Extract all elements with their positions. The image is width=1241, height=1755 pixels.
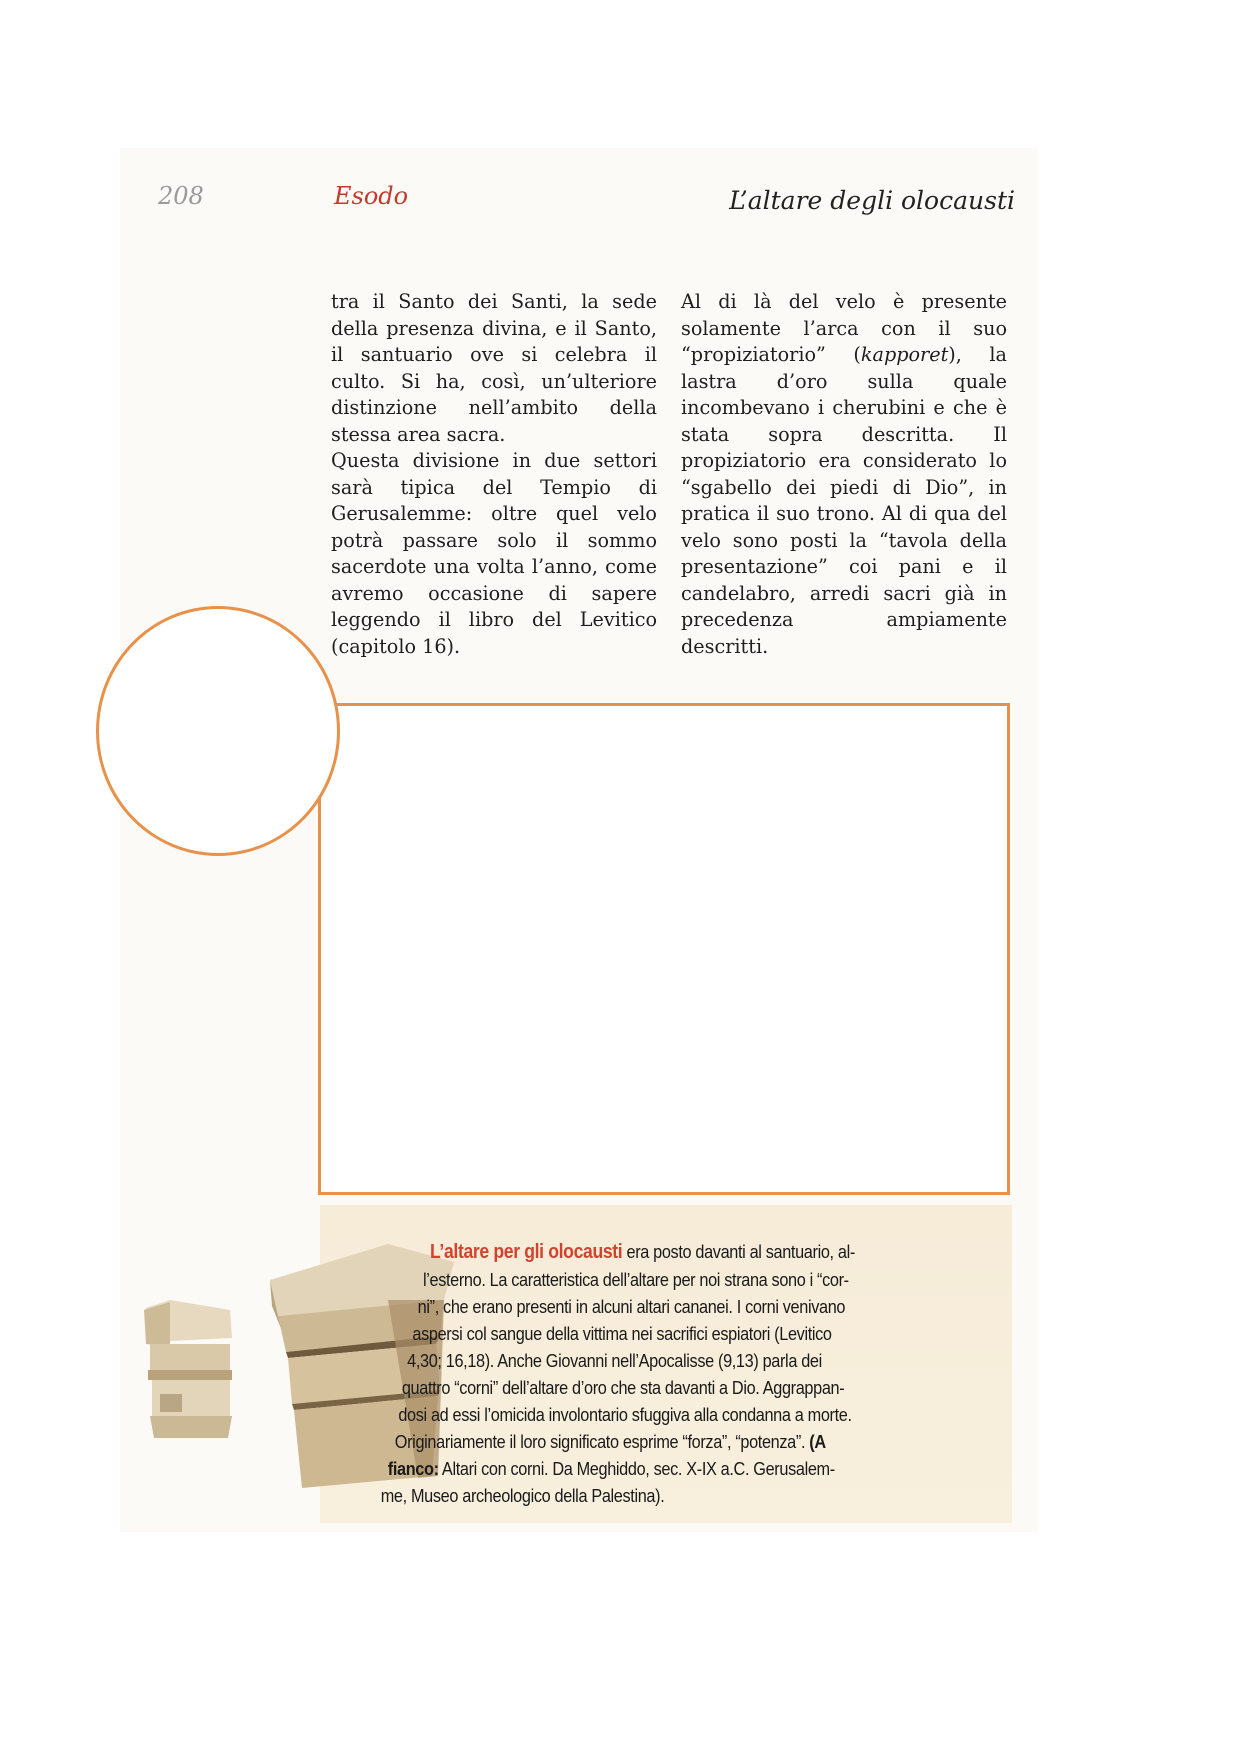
text-column-left <box>331 289 657 660</box>
image-placeholder-circle <box>96 606 340 856</box>
page-number: 208 <box>158 182 204 210</box>
book-title: Esodo <box>334 182 409 210</box>
image-placeholder-frame <box>318 703 1010 1195</box>
kapporet-term: kapporet <box>860 343 949 366</box>
paragraph: Al di là del velo è presente solamente l’arca con il suo “propiziatorio” (kapporet), la lastra d’oro sulla quale incombevano i cherubini e che è stata sopra descritta. Il propiziatorio era considerato lo “sgabello dei piedi di Dio”, in pratica il suo trono. Al di qua del velo sono posti la “tavola della presentazione” coi pani e il candelabro, arredi sacri già in precedenza ampiamente descritti. <box>681 290 1007 658</box>
paragraph: Questa divisione in due settori sarà tipica del Tempio di Gerusalemme: oltre quel velo potrà passare solo il sommo sacerdote una volta l’anno, come avremo occasione di sapere leggendo il libro del Levitico (capitolo 16). <box>331 449 657 658</box>
paragraph: tra il Santo dei Santi, la sede della presenza divina, e il Santo, il santuario ove si celebra il culto. Si ha, così, un’ulteriore distinzione nell’ambito della stessa area sacra. <box>331 290 657 446</box>
section-title: L’altare degli olocausti <box>729 186 1015 215</box>
text-column-right <box>681 289 1007 660</box>
altar-caption: L’altare per gli olocausti era posto davanti al santuario, al- l’esterno. La caratteristica dell’altare per noi strana sono i “cor- ni”, che erano presenti in alcuni altari cananei. I corni venivano aspersi col sangue della vittima nei sacrifici espiatori (Levitico 4,30; 16,18). Anche Giovanni nell’Apocalisse (9,13) parla dei quattro “corni” dell’altare d’oro che sta davanti a Dio. Aggrappan- dosi ad essi l’omicida involontario sfuggiva alla condanna a morte. Originariamente il loro significato esprime “forza”, “potenza”. (A fianco: Altari con corni. Da Meghiddo, sec. X-IX a.C. Gerusalem- me, Museo archeologico della Palestina). <box>380 1241 855 1506</box>
small-horned-altar-image <box>140 1298 236 1440</box>
caption-lead: L’altare per gli olocausti <box>430 1241 623 1263</box>
